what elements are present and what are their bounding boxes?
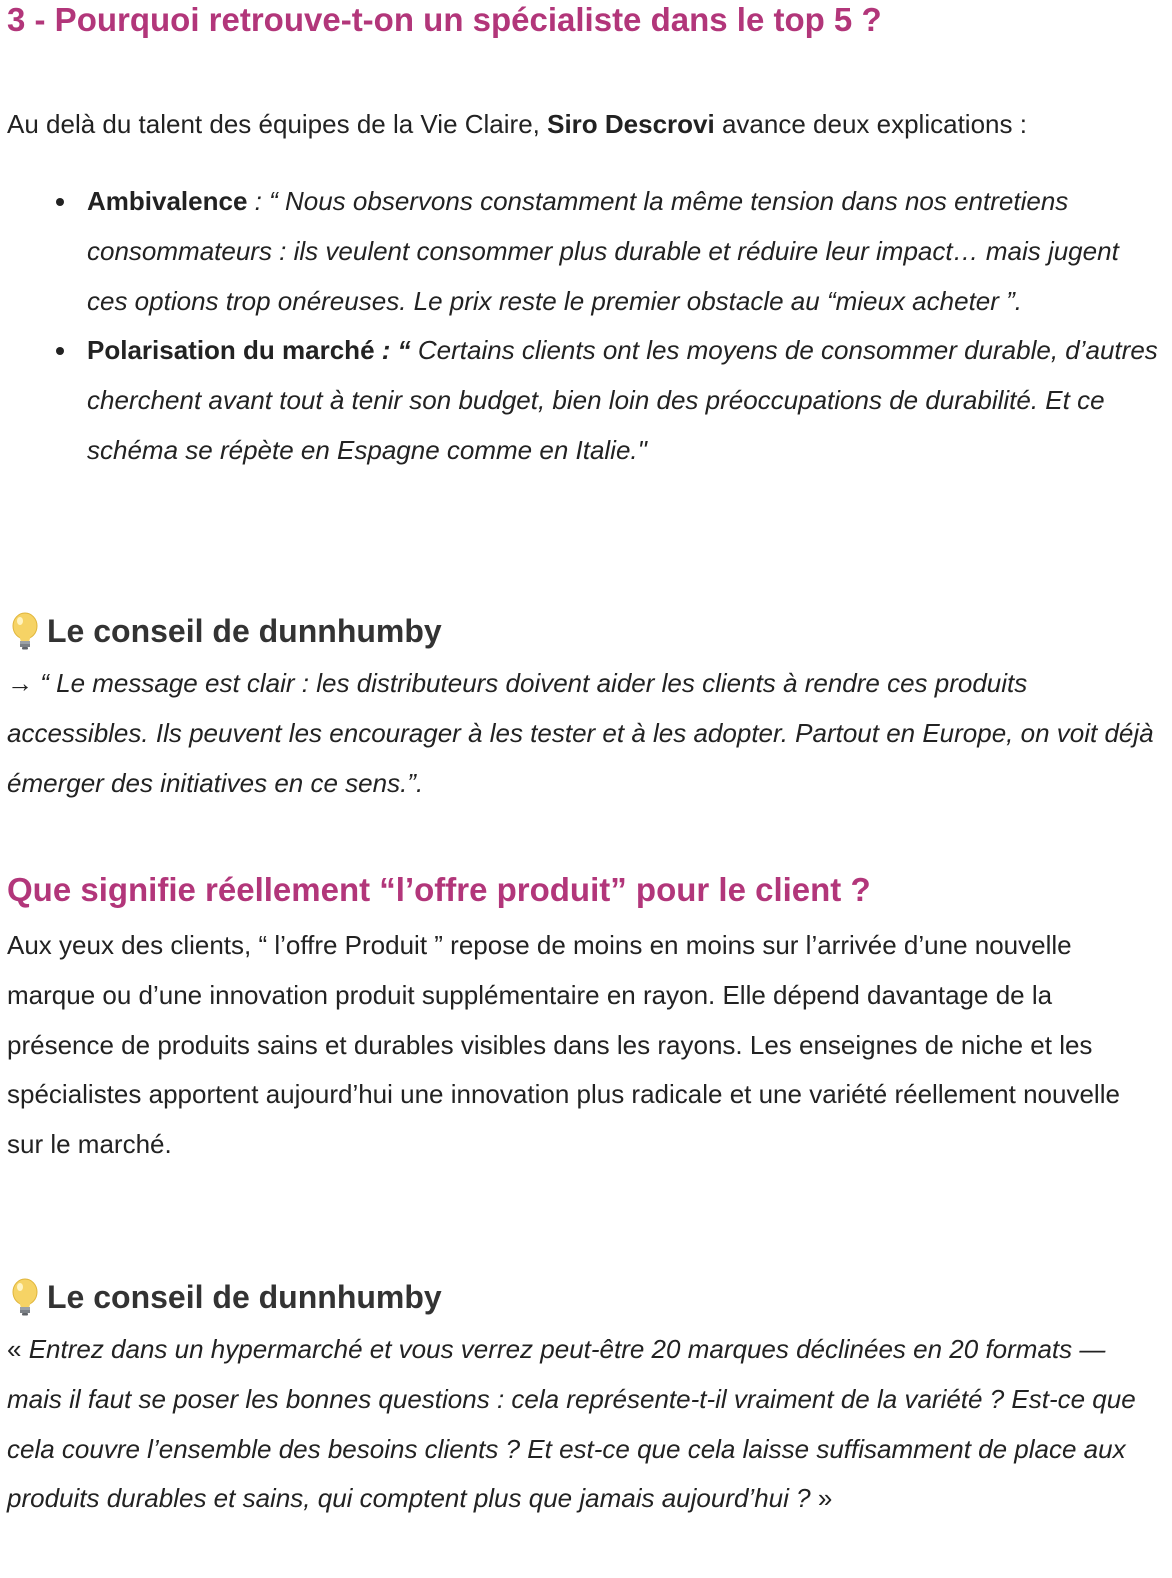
bullet-sep: : “ [374, 335, 411, 366]
intro-name: Siro Descrovi [547, 109, 715, 139]
bullet-term: Polarisation du marché [87, 335, 375, 366]
intro-paragraph [7, 100, 1157, 150]
conseil-quote-2 [7, 1325, 1157, 1524]
bullet-sep: : “ [247, 186, 278, 216]
conseil-heading [7, 611, 442, 651]
bullet-text: Certains clients ont les moyens de consommer durable, d’autres cherchent avant tout à tenir son budget, bien loin des préoccupations de durabilité. Et ce schéma se répète en Espagne comme en Italie." [87, 335, 1158, 465]
conseil-title: Le conseil de dunnhumby [47, 613, 442, 649]
lightbulb-icon [7, 611, 43, 651]
list-item [0, 177, 1160, 326]
bullet-icon [56, 198, 64, 206]
bullet-icon [56, 347, 64, 355]
close-guillemet: » [810, 1483, 833, 1514]
conseil-title: Le conseil de dunnhumby [47, 1279, 442, 1315]
section-heading: 3 - Pourquoi retrouve-t-on un spécialiste dans le top 5 ? [7, 1, 882, 38]
conseil-heading-2 [7, 1277, 442, 1317]
list-item [0, 326, 1160, 475]
bullet-text: Nous observons constamment la même tension dans nos entretiens consommateurs : ils veulent consommer plus durable et réduire leur impact… mais jugent ces options trop onéreuses. Le prix reste le premier obstacle au “mieux acheter ”. [87, 186, 1119, 316]
conseil-quote-text: Entrez dans un hypermarché et vous verrez peut-être 20 marques déclinées en 20 formats — mais il faut se poser les bonnes questions : cela représente-t-il vraiment de la variété ? Est-ce que cela couvre l’ensemble des besoins clients ? Et est-ce que cela laisse suffisamment de place aux produits durables et sains, qui comptent plus que jamais aujourd’hui ? [7, 1334, 1136, 1514]
lightbulb-icon [7, 1277, 43, 1317]
bullet-term: Ambivalence [87, 186, 248, 216]
arrow-icon: → [7, 668, 41, 698]
offre-heading: Que signifie réellement “l’offre produit” pour le client ? [7, 871, 871, 908]
offre-paragraph: Aux yeux des clients, “ l’offre Produit ” repose de moins en moins sur l’arrivée d’une nouvelle marque ou d’une innovation produit supplémentaire en rayon. Elle dépend davantage de la présence de produits sains et durables visibles dans les rayons. Les enseignes de niche et les spécialistes apportent aujourd’hui une innovation plus radicale et une variété réellement nouvelle sur le marché. [7, 930, 1120, 1160]
conseil-quote-text: “ Le message est clair : les distributeurs doivent aider les clients à rendre ces produits accessibles. Ils peuvent les encourager à les tester et à les adopter. Partout en Europe, on voit déjà émerger des initiatives en ce sens.”. [7, 668, 1154, 798]
open-guillemet: « [7, 1334, 29, 1364]
intro-text: Au delà du talent des équipes de la Vie Claire, [7, 109, 548, 139]
explanations-list [0, 177, 1160, 476]
conseil-quote [7, 659, 1157, 808]
intro-text-end: avance deux explications : [714, 109, 1027, 139]
